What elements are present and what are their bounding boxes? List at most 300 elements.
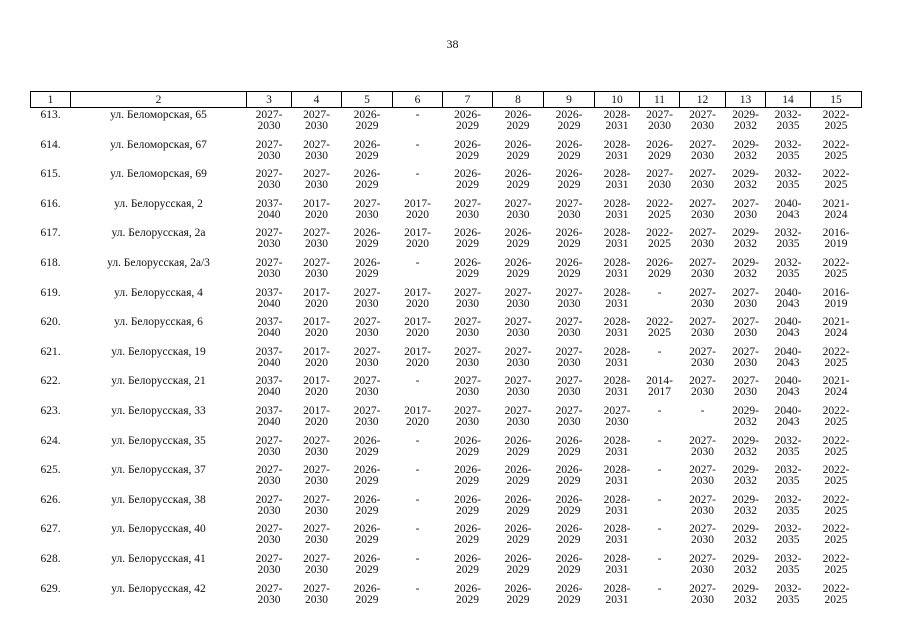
- period-cell: [811, 197, 862, 227]
- period-line: 2032: [734, 415, 757, 428]
- period-cell: [247, 108, 292, 138]
- period-line: 2030: [305, 267, 328, 280]
- period-line: 2030: [557, 415, 581, 428]
- period-line: 2027-: [555, 404, 583, 417]
- period-cell: [443, 197, 493, 227]
- period-line: -: [700, 404, 705, 417]
- period-line: 2026-: [555, 552, 583, 565]
- period-cell: [544, 286, 595, 316]
- period-cell: [247, 582, 292, 612]
- period-line: 2025: [824, 415, 848, 428]
- period-line: 2029: [506, 534, 530, 547]
- period-line: 2029: [456, 179, 479, 192]
- period-line: 2030: [305, 149, 328, 162]
- period-line: 2024: [824, 386, 848, 399]
- period-line: 2027-: [303, 434, 330, 447]
- period-line: 2032: [734, 120, 757, 132]
- period-line: 2029-: [732, 168, 759, 181]
- period-line: 2030: [257, 563, 281, 576]
- period-line: 2031: [605, 386, 629, 399]
- period-line: 2026-: [555, 138, 583, 151]
- period-line: 2027-: [732, 286, 759, 299]
- period-cell: [443, 226, 493, 256]
- period-cell: [493, 256, 544, 286]
- period-cell: [595, 226, 640, 256]
- period-cell: [680, 345, 726, 375]
- period-cell: [342, 226, 393, 256]
- period-cell: [595, 493, 640, 523]
- period-line: 2027-: [689, 138, 716, 151]
- period-cell: [726, 226, 766, 256]
- period-line: 2027-: [504, 404, 532, 417]
- period-line: 2022-: [822, 138, 850, 151]
- period-line: 2026-: [555, 493, 583, 506]
- period-line: 2032-: [774, 582, 802, 595]
- period-line: 2029: [557, 504, 581, 517]
- table-row: [31, 374, 862, 404]
- period-line: 2029: [648, 267, 671, 280]
- period-line: 2027-: [454, 404, 481, 417]
- period-line: 2017-: [404, 316, 431, 329]
- period-cell: [292, 167, 342, 197]
- period-cell: [247, 493, 292, 523]
- period-line: 2029-: [732, 227, 759, 240]
- period-line: 2032-: [774, 109, 802, 121]
- period-cell: [292, 463, 342, 493]
- period-cell: [292, 197, 342, 227]
- period-cell: [680, 286, 726, 316]
- period-line: 2029: [557, 179, 581, 192]
- period-line: 2030: [305, 593, 328, 606]
- period-cell: [595, 434, 640, 464]
- period-line: 2029: [557, 267, 581, 280]
- period-cell: [766, 493, 811, 523]
- period-cell: [811, 226, 862, 256]
- period-line: 2022-: [822, 523, 850, 536]
- period-line: 2040: [257, 386, 281, 399]
- period-cell: [247, 138, 292, 168]
- period-cell: [443, 374, 493, 404]
- period-line: 2029: [506, 445, 530, 458]
- column-header: 13: [726, 92, 766, 108]
- period-line: 2030: [506, 297, 530, 310]
- period-line: 2031: [605, 327, 629, 340]
- row-number: 625.: [40, 464, 61, 477]
- period-cell: [247, 197, 292, 227]
- period-line: 2026-: [353, 256, 381, 269]
- period-line: 2027-: [303, 256, 330, 269]
- period-cell: [766, 345, 811, 375]
- period-cell: [595, 463, 640, 493]
- period-line: 2043: [776, 386, 800, 399]
- period-cell: [493, 315, 544, 345]
- period-line: 2029: [557, 238, 581, 251]
- period-line: 2029: [456, 149, 479, 162]
- period-line: 2043: [776, 297, 800, 310]
- period-line: 2040-: [774, 375, 802, 388]
- period-cell: [726, 138, 766, 168]
- period-line: 2040-: [774, 345, 802, 358]
- period-line: 2029-: [732, 523, 759, 536]
- period-line: 2028-: [603, 227, 631, 240]
- period-line: 2029: [355, 179, 379, 192]
- schedule-table: [30, 91, 862, 611]
- period-cell: [342, 197, 393, 227]
- period-line: 2037-: [255, 286, 283, 299]
- period-line: 2020: [305, 415, 328, 428]
- period-line: 2017-: [303, 197, 330, 210]
- period-cell: [443, 138, 493, 168]
- period-line: 2025: [648, 208, 671, 221]
- period-cell: [640, 345, 680, 375]
- period-cell: [726, 108, 766, 138]
- column-header: 12: [680, 92, 726, 108]
- period-cell: [292, 256, 342, 286]
- period-line: 2029: [506, 179, 530, 192]
- period-cell: [766, 167, 811, 197]
- page-number: 38: [446, 37, 459, 51]
- period-cell: [811, 256, 862, 286]
- period-line: 2020: [305, 297, 328, 310]
- period-cell: [292, 582, 342, 612]
- period-cell: [595, 522, 640, 552]
- period-cell: [726, 345, 766, 375]
- period-line: 2029-: [732, 582, 759, 595]
- period-line: 2027-: [303, 227, 330, 240]
- period-cell: [292, 138, 342, 168]
- period-line: 2031: [605, 238, 629, 251]
- period-line: 2029-: [732, 109, 759, 121]
- period-line: 2030: [305, 475, 328, 488]
- period-line: 2025: [648, 238, 671, 251]
- address-cell: ул. Белорусская, 35: [111, 434, 206, 447]
- period-line: 2031: [605, 445, 629, 458]
- period-line: 2032: [734, 593, 757, 606]
- period-line: 2032: [734, 445, 757, 458]
- period-line: 2026-: [504, 168, 532, 181]
- period-cell: [811, 552, 862, 582]
- period-line: 2022-: [822, 345, 850, 358]
- column-header: 6: [393, 92, 443, 108]
- period-line: 2030: [734, 327, 757, 340]
- period-line: 2029: [456, 238, 479, 251]
- period-line: 2027-: [303, 582, 330, 595]
- period-line: 2031: [605, 297, 629, 310]
- period-cell: [640, 463, 680, 493]
- period-cell: [544, 493, 595, 523]
- period-cell: [493, 286, 544, 316]
- period-line: 2027-: [255, 582, 283, 595]
- period-cell: [680, 167, 726, 197]
- period-line: 2030: [691, 238, 714, 251]
- period-cell: [640, 256, 680, 286]
- period-line: 2027-: [303, 464, 330, 477]
- period-line: 2026-: [555, 109, 583, 121]
- period-line: 2027-: [454, 375, 481, 388]
- period-line: 2030: [305, 445, 328, 458]
- period-line: 2026-: [353, 109, 381, 121]
- period-line: 2026-: [504, 256, 532, 269]
- address-cell: ул. Белорусская, 40: [111, 523, 206, 536]
- period-line: 2025: [824, 593, 848, 606]
- table-row: [31, 434, 862, 464]
- period-line: -: [657, 434, 662, 447]
- period-cell: [443, 493, 493, 523]
- period-line: 2027-: [555, 286, 583, 299]
- period-line: 2030: [557, 208, 581, 221]
- period-cell: [544, 197, 595, 227]
- period-line: 2035: [776, 120, 800, 132]
- period-line: 2032: [734, 534, 757, 547]
- period-cell: [393, 582, 443, 612]
- row-number: 619.: [40, 286, 61, 299]
- period-line: -: [657, 464, 662, 477]
- period-cell: [292, 434, 342, 464]
- period-line: 2027-: [303, 523, 330, 536]
- address-cell: ул. Белорусская, 2а: [111, 227, 206, 240]
- period-line: 2025: [648, 327, 671, 340]
- period-line: 2022-: [822, 109, 850, 121]
- period-cell: [680, 108, 726, 138]
- period-line: 2031: [605, 120, 629, 132]
- period-line: 2027-: [555, 375, 583, 388]
- period-cell: [247, 374, 292, 404]
- period-line: 2030: [557, 356, 581, 369]
- period-line: 2030: [557, 297, 581, 310]
- period-line: 2027-: [689, 375, 716, 388]
- period-line: 2029: [355, 593, 379, 606]
- period-cell: [292, 108, 342, 138]
- period-line: 2032-: [774, 256, 802, 269]
- table-row: [31, 167, 862, 197]
- period-line: 2040: [257, 415, 281, 428]
- period-line: 2026-: [504, 523, 532, 536]
- period-line: 2020: [406, 238, 429, 251]
- period-line: 2020: [406, 327, 429, 340]
- period-cell: [811, 463, 862, 493]
- period-cell: [342, 138, 393, 168]
- period-line: 2040: [257, 297, 281, 310]
- period-cell: [680, 522, 726, 552]
- period-line: 2026-: [555, 582, 583, 595]
- period-line: 2030: [691, 208, 714, 221]
- period-line: 2029: [557, 120, 581, 132]
- period-cell: [493, 463, 544, 493]
- period-cell: [292, 522, 342, 552]
- period-line: 2027-: [689, 227, 716, 240]
- period-cell: [393, 374, 443, 404]
- table-row: [31, 404, 862, 434]
- period-line: 2026-: [454, 493, 481, 506]
- period-cell: [493, 552, 544, 582]
- period-cell: [393, 434, 443, 464]
- period-line: 2019: [824, 238, 848, 251]
- column-header: 1: [31, 92, 71, 108]
- period-line: 2030: [691, 534, 714, 547]
- period-line: -: [657, 345, 662, 358]
- period-line: 2026-: [454, 168, 481, 181]
- period-line: 2037-: [255, 197, 283, 210]
- period-cell: [544, 434, 595, 464]
- period-line: 2022-: [822, 434, 850, 447]
- period-line: 2026-: [454, 109, 481, 121]
- period-line: -: [415, 138, 420, 151]
- period-line: 2035: [776, 504, 800, 517]
- period-line: 2024: [824, 208, 848, 221]
- period-line: 2026-: [555, 227, 583, 240]
- table-row: [31, 493, 862, 523]
- period-cell: [247, 552, 292, 582]
- period-cell: [544, 226, 595, 256]
- period-line: -: [415, 582, 420, 595]
- period-cell: [342, 374, 393, 404]
- period-line: 2030: [734, 297, 757, 310]
- column-header: 2: [71, 92, 247, 108]
- period-cell: [247, 434, 292, 464]
- period-line: 2029: [506, 593, 530, 606]
- period-line: 2027-: [255, 168, 283, 181]
- period-line: 2027-: [353, 197, 381, 210]
- period-cell: [247, 315, 292, 345]
- period-line: 2020: [305, 356, 328, 369]
- period-line: 2027-: [732, 316, 759, 329]
- period-cell: [443, 582, 493, 612]
- period-line: 2028-: [603, 552, 631, 565]
- period-line: 2030: [257, 445, 281, 458]
- period-line: 2022-: [822, 256, 850, 269]
- period-line: 2026-: [555, 523, 583, 536]
- row-number: 615.: [40, 168, 61, 181]
- period-line: 2027-: [303, 138, 330, 151]
- period-cell: [342, 315, 393, 345]
- period-line: -: [415, 168, 420, 181]
- period-line: 2027-: [689, 197, 716, 210]
- period-line: 2017-: [404, 227, 431, 240]
- period-line: 2035: [776, 445, 800, 458]
- period-line: 2029: [456, 120, 479, 132]
- period-line: 2027-: [353, 375, 381, 388]
- period-line: 2029: [506, 267, 530, 280]
- period-line: 2027-: [255, 493, 283, 506]
- period-line: 2030: [257, 149, 281, 162]
- period-cell: [766, 197, 811, 227]
- period-line: 2032: [734, 238, 757, 251]
- period-cell: [640, 315, 680, 345]
- period-cell: [544, 345, 595, 375]
- period-cell: [811, 286, 862, 316]
- period-line: 2027-: [555, 197, 583, 210]
- address-cell: ул. Белорусская, 4: [114, 286, 203, 299]
- period-cell: [292, 493, 342, 523]
- period-line: 2026-: [454, 523, 481, 536]
- period-line: 2026-: [353, 138, 381, 151]
- period-cell: [342, 552, 393, 582]
- period-line: 2019: [824, 297, 848, 310]
- period-line: 2030: [691, 563, 714, 576]
- period-cell: [493, 493, 544, 523]
- period-cell: [726, 582, 766, 612]
- period-line: 2027-: [353, 345, 381, 358]
- period-line: 2026-: [454, 434, 481, 447]
- period-line: -: [657, 404, 662, 417]
- period-cell: [640, 138, 680, 168]
- period-cell: [640, 404, 680, 434]
- period-cell: [595, 374, 640, 404]
- period-cell: [811, 404, 862, 434]
- period-line: 2027-: [255, 464, 283, 477]
- period-line: 2030: [257, 120, 281, 132]
- period-cell: [443, 345, 493, 375]
- period-line: -: [415, 493, 420, 506]
- period-cell: [247, 256, 292, 286]
- period-cell: [493, 434, 544, 464]
- column-header: 4: [292, 92, 342, 108]
- address-cell: ул. Беломорская, 67: [110, 138, 207, 151]
- period-cell: [811, 582, 862, 612]
- period-line: 2030: [257, 593, 281, 606]
- period-line: 2030: [355, 356, 379, 369]
- period-cell: [493, 582, 544, 612]
- period-line: 2029: [355, 149, 379, 162]
- period-line: 2027-: [689, 316, 716, 329]
- period-cell: [393, 256, 443, 286]
- period-line: 2022-: [822, 582, 850, 595]
- period-cell: [342, 345, 393, 375]
- period-line: 2026-: [454, 582, 481, 595]
- period-cell: [443, 434, 493, 464]
- period-line: 2027-: [689, 552, 716, 565]
- period-line: 2030: [257, 179, 281, 192]
- period-line: 2026-: [454, 464, 481, 477]
- period-cell: [342, 404, 393, 434]
- period-line: 2028-: [603, 316, 631, 329]
- period-line: 2027-: [255, 138, 283, 151]
- period-line: 2027-: [689, 109, 716, 121]
- period-line: 2026-: [353, 464, 381, 477]
- period-cell: [640, 522, 680, 552]
- period-cell: [726, 197, 766, 227]
- period-line: -: [657, 582, 662, 595]
- period-line: 2029: [557, 563, 581, 576]
- period-line: 2035: [776, 179, 800, 192]
- period-cell: [247, 286, 292, 316]
- period-cell: [680, 197, 726, 227]
- period-cell: [726, 374, 766, 404]
- table-row: [31, 138, 862, 168]
- period-cell: [766, 374, 811, 404]
- period-cell: [595, 404, 640, 434]
- period-line: 2040: [257, 327, 281, 340]
- period-cell: [292, 226, 342, 256]
- address-cell: ул. Беломорская, 65: [110, 109, 207, 121]
- period-cell: [811, 345, 862, 375]
- period-line: 2029: [355, 534, 379, 547]
- period-line: 2029: [355, 238, 379, 251]
- period-line: 2031: [605, 179, 629, 192]
- period-line: 2027-: [303, 109, 330, 121]
- period-line: 2027-: [504, 197, 532, 210]
- address-cell: ул. Белорусская, 33: [111, 404, 206, 417]
- period-cell: [393, 167, 443, 197]
- column-header: 10: [595, 92, 640, 108]
- period-line: 2030: [456, 327, 479, 340]
- period-line: 2030: [506, 356, 530, 369]
- period-line: 2027-: [353, 404, 381, 417]
- period-line: -: [415, 256, 420, 269]
- period-line: 2029: [557, 445, 581, 458]
- period-cell: [726, 256, 766, 286]
- row-number: 621.: [40, 345, 61, 358]
